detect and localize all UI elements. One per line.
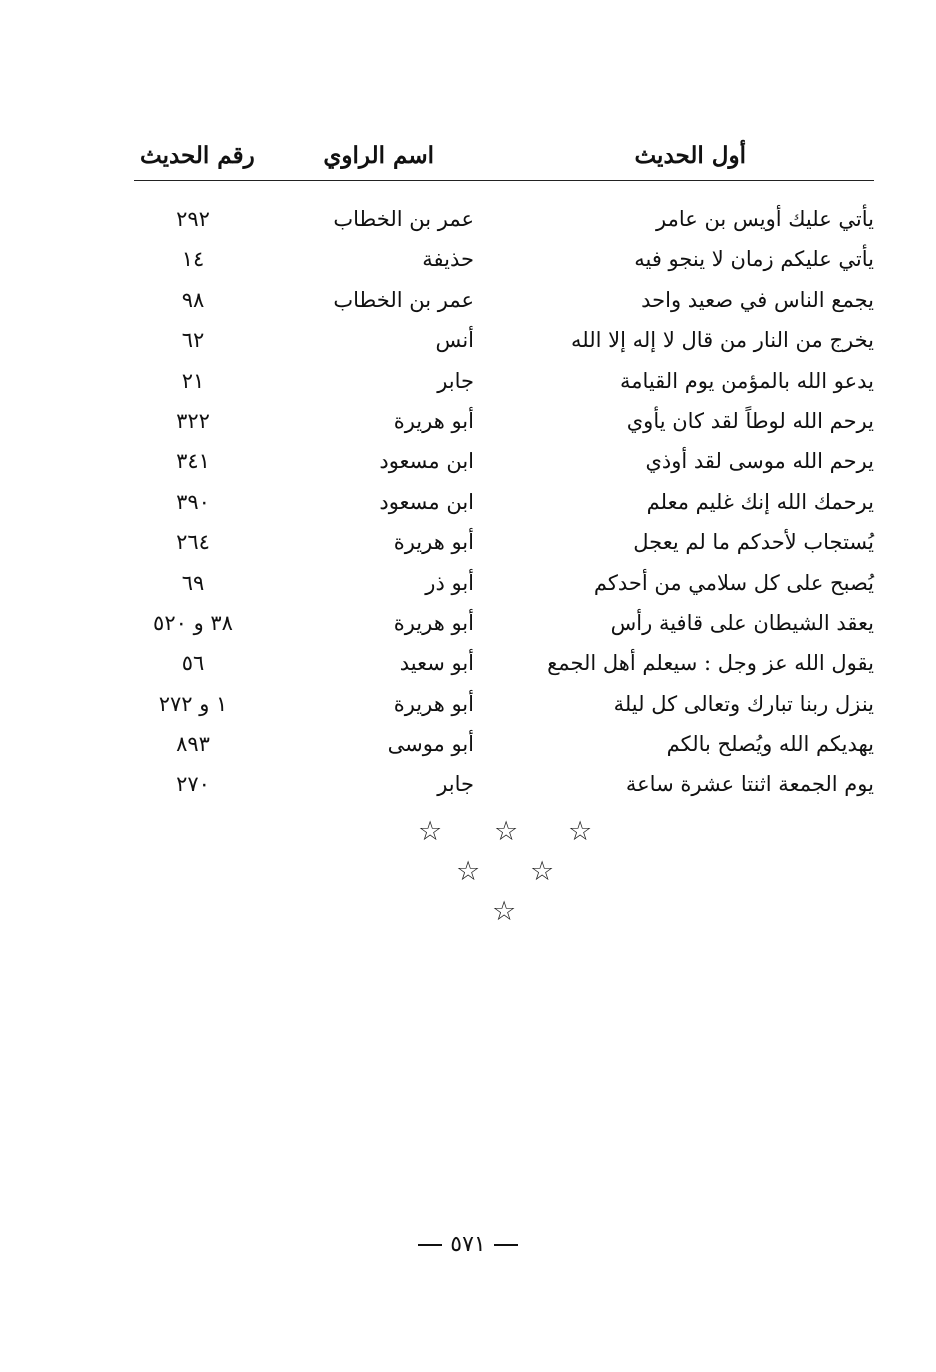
row-hadith-number: ٦٢ (181, 328, 205, 353)
row-narrator: عمر بن الخطاب (333, 207, 474, 231)
header-hadith-number: رقم الحديث (140, 142, 255, 169)
row-first-words: يقول الله عز وجل : سيعلم أهل الجمع (547, 651, 874, 676)
row-narrator: أبو سعيد (399, 651, 474, 676)
header-narrator: اسم الراوي (323, 142, 434, 169)
row-narrator: أبو هريرة (393, 691, 474, 716)
table-row (134, 320, 874, 360)
row-hadith-number: ٥٦ (181, 651, 205, 676)
row-narrator: عمر بن الخطاب (333, 287, 474, 312)
row-hadith-number: ٣٨ و ٥٢٠ (153, 610, 233, 635)
page-number (0, 1232, 936, 1257)
row-first-words: ينزل ربنا تبارك وتعالى كل ليلة (613, 691, 874, 716)
row-hadith-number: ٣٢٢ (176, 408, 210, 433)
row-narrator: جابر (437, 772, 474, 797)
row-hadith-number: ١٤ (181, 247, 205, 272)
star-icon: ☆ (418, 816, 443, 847)
table-row (134, 280, 874, 320)
row-first-words: يهديكم الله ويُصلح بالكم (666, 732, 874, 757)
row-narrator: أبو هريرة (393, 530, 474, 555)
table-row (134, 361, 874, 401)
row-narrator: أبو ذر (425, 570, 474, 595)
row-hadith-number: ٢١ (181, 368, 205, 393)
row-first-words: يرحم الله لوطاً لقد كان يأوي (626, 408, 874, 433)
row-hadith-number: ٨٩٣ (176, 732, 210, 757)
table-header (134, 140, 874, 181)
row-narrator: حذيفة (422, 247, 474, 272)
table-row (134, 764, 874, 804)
row-narrator: أبو موسى (387, 732, 474, 757)
row-first-words: يوم الجمعة اثنتا عشرة ساعة (625, 772, 874, 797)
dash-right (494, 1244, 518, 1246)
row-first-words: يُستجاب لأحدكم ما لم يعجل (633, 530, 874, 555)
row-narrator: جابر (437, 368, 474, 393)
table-row (134, 643, 874, 683)
row-hadith-number: ٩٨ (181, 287, 205, 312)
table-body (134, 199, 874, 805)
row-first-words: يأتي عليكم زمان لا ينجو فيه (634, 247, 874, 272)
table-row (134, 724, 874, 764)
row-first-words: يُصبح على كل سلامي من أحدكم (593, 570, 874, 595)
dash-left (418, 1244, 442, 1246)
table-row (134, 401, 874, 441)
table-row (134, 199, 874, 239)
row-hadith-number: ٣٤١ (176, 449, 210, 474)
row-narrator: أبو هريرة (393, 610, 474, 635)
row-narrator: ابن مسعود (379, 449, 474, 474)
table-row (134, 522, 874, 562)
row-first-words: يدعو الله بالمؤمن يوم القيامة (619, 368, 874, 393)
header-first-words: أول الحديث (634, 142, 746, 169)
row-hadith-number: ٢٩٢ (176, 207, 210, 231)
row-first-words: يرحمك الله إنك غليم معلم (646, 489, 874, 514)
star-icon: ☆ (494, 816, 519, 847)
table-row (134, 603, 874, 643)
table-row (134, 441, 874, 481)
page-number-text: ٥٧١ (450, 1232, 486, 1257)
table-row (134, 482, 874, 522)
star-icon: ☆ (492, 896, 517, 927)
row-narrator: أنس (435, 328, 474, 353)
row-hadith-number: ٢٦٤ (176, 530, 210, 555)
star-icon: ☆ (456, 856, 481, 887)
table-row (134, 239, 874, 279)
star-icon: ☆ (530, 856, 555, 887)
row-narrator: أبو هريرة (393, 408, 474, 433)
row-first-words: يجمع الناس في صعيد واحد (641, 287, 874, 312)
row-hadith-number: ١ و ٢٧٢ (158, 691, 228, 716)
table-row (134, 684, 874, 724)
star-icon: ☆ (568, 816, 593, 847)
row-hadith-number: ٢٧٠ (176, 772, 210, 797)
row-hadith-number: ٣٩٠ (176, 489, 210, 514)
row-first-words: يخرج من النار من قال لا إله إلا الله (571, 328, 874, 353)
row-first-words: يرحم الله موسى لقد أوذي (645, 449, 874, 474)
row-first-words: يعقد الشيطان على قافية رأس (610, 610, 874, 635)
row-first-words: يأتي عليك أويس بن عامر (656, 207, 874, 231)
row-hadith-number: ٦٩ (181, 570, 205, 595)
table-row (134, 563, 874, 603)
row-narrator: ابن مسعود (379, 489, 474, 514)
